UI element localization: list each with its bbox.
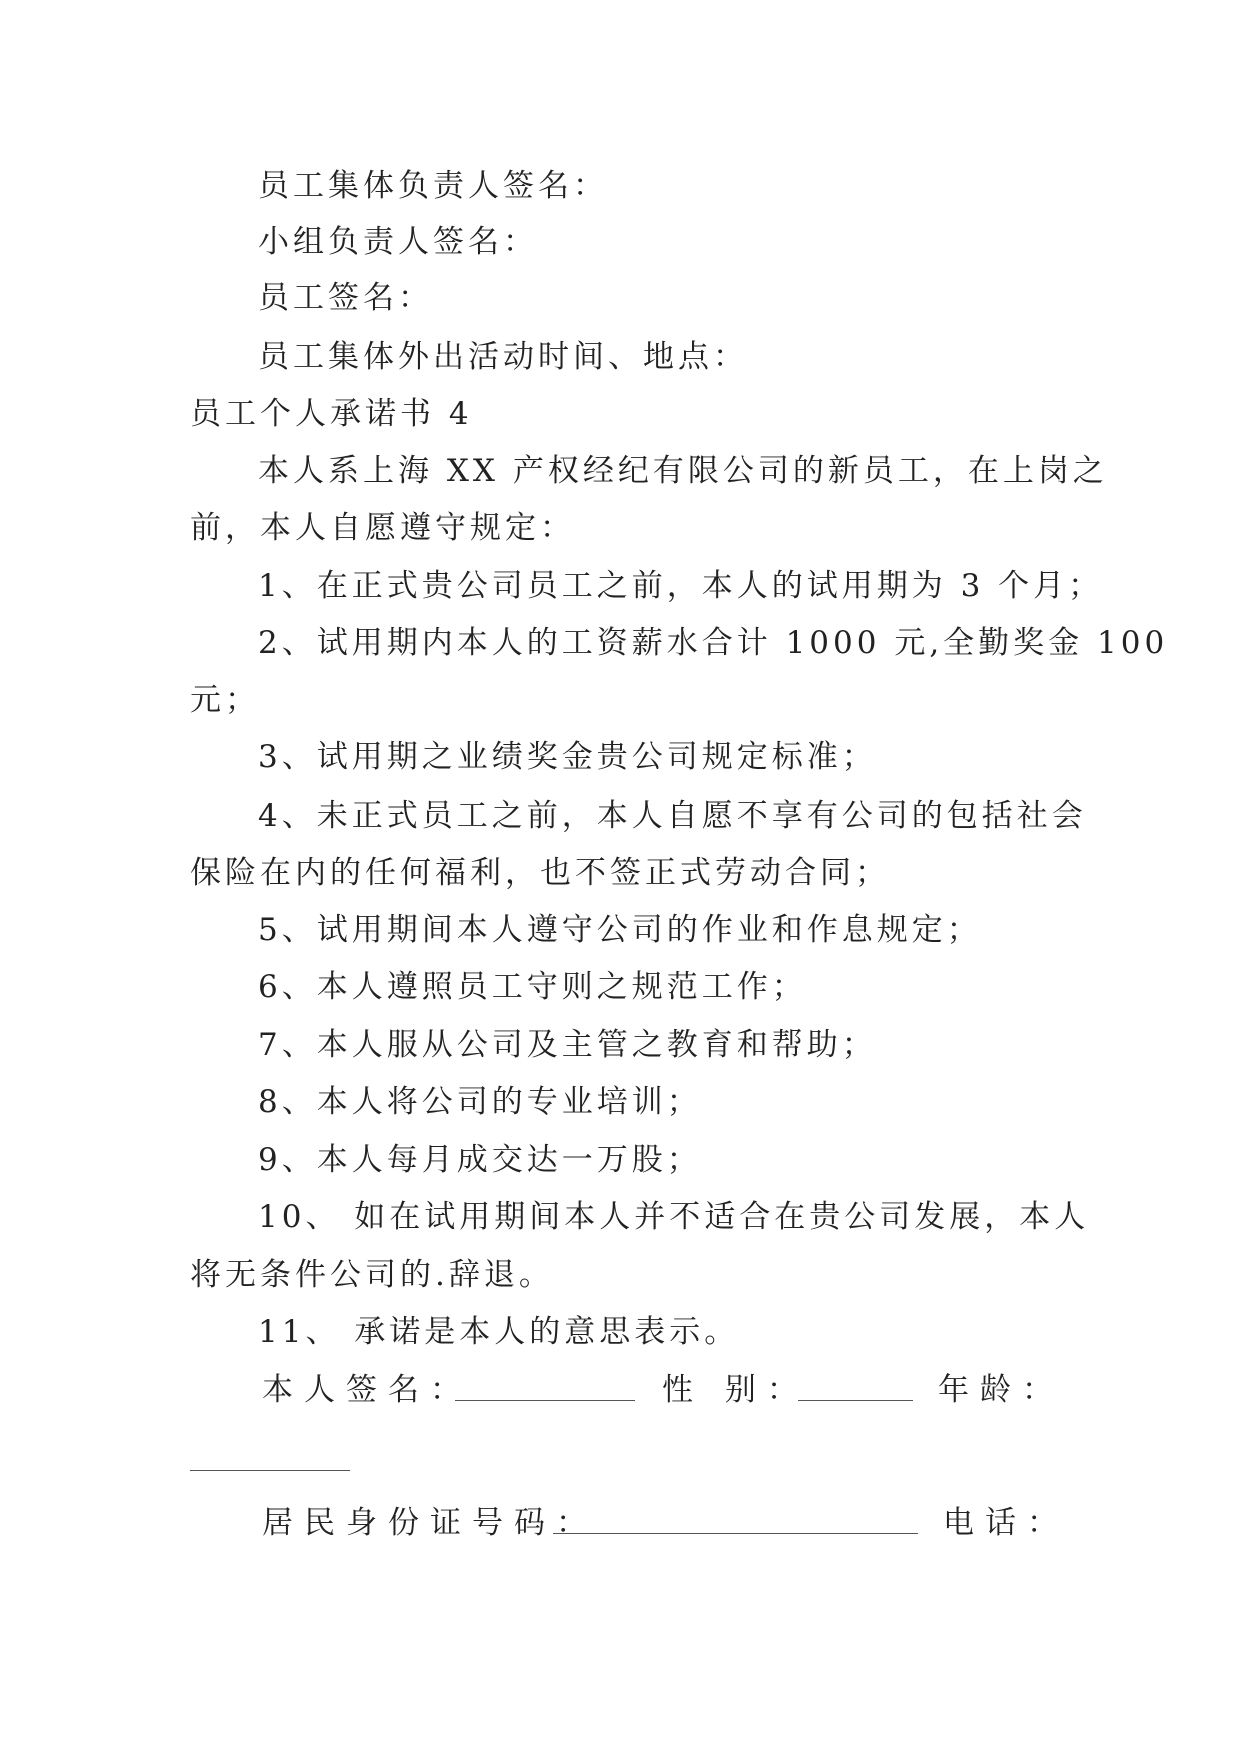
employee-signature-label: 员工签名： — [258, 280, 433, 316]
signature-label: 本人签名： — [262, 1372, 472, 1408]
signature-blank[interactable] — [455, 1400, 635, 1401]
item-6: 6、本人遵照员工守则之规范工作； — [258, 969, 807, 1005]
group-leader-signature-label: 员工集体负责人签名： — [258, 168, 608, 204]
age-blank[interactable] — [190, 1470, 350, 1471]
item-11: 11、 承诺是本人的意思表示。 — [258, 1314, 740, 1350]
item-5: 5、试用期间本人遵守公司的作业和作息规定； — [258, 912, 982, 948]
item-4-line-2: 保险在内的任何福利，也不签正式劳动合同； — [190, 855, 890, 891]
intro-line-2: 前，本人自愿遵守规定： — [190, 510, 575, 546]
team-leader-signature-label: 小组负责人签名： — [258, 224, 538, 260]
item-9: 9、本人每月成交达一万股； — [258, 1142, 702, 1178]
id-number-blank[interactable] — [553, 1533, 918, 1534]
gender-blank[interactable] — [798, 1400, 913, 1401]
outing-time-place-label: 员工集体外出活动时间、地点： — [258, 339, 748, 375]
item-8: 8、本人将公司的专业培训； — [258, 1084, 702, 1120]
item-3: 3、试用期之业绩奖金贵公司规定标准； — [258, 739, 877, 775]
gender-label: 性 别： — [662, 1372, 809, 1408]
phone-label: 电话： — [943, 1505, 1069, 1541]
item-4-line-1: 4、未正式员工之前，本人自愿不享有公司的包括社会 — [258, 798, 1087, 834]
section-heading: 员工个人承诺书 4 — [190, 396, 473, 432]
intro-line-1: 本人系上海 XX 产权经纪有限公司的新员工，在上岗之 — [258, 453, 1108, 489]
item-10-line-2: 将无条件公司的.辞退。 — [190, 1257, 554, 1293]
item-2-line-2: 元； — [190, 682, 260, 718]
item-1: 1、在正式贵公司员工之前，本人的试用期为 3 个月； — [258, 568, 1104, 604]
item-2-line-1: 2、试用期内本人的工资薪水合计 1000 元,全勤奖金 100 — [258, 625, 1169, 661]
item-10-line-1: 10、 如在试用期间本人并不适合在贵公司发展，本人 — [258, 1199, 1090, 1235]
age-label: 年龄： — [938, 1372, 1064, 1408]
item-7: 7、本人服从公司及主管之教育和帮助； — [258, 1027, 877, 1063]
id-number-label: 居民身份证号码： — [262, 1505, 598, 1541]
